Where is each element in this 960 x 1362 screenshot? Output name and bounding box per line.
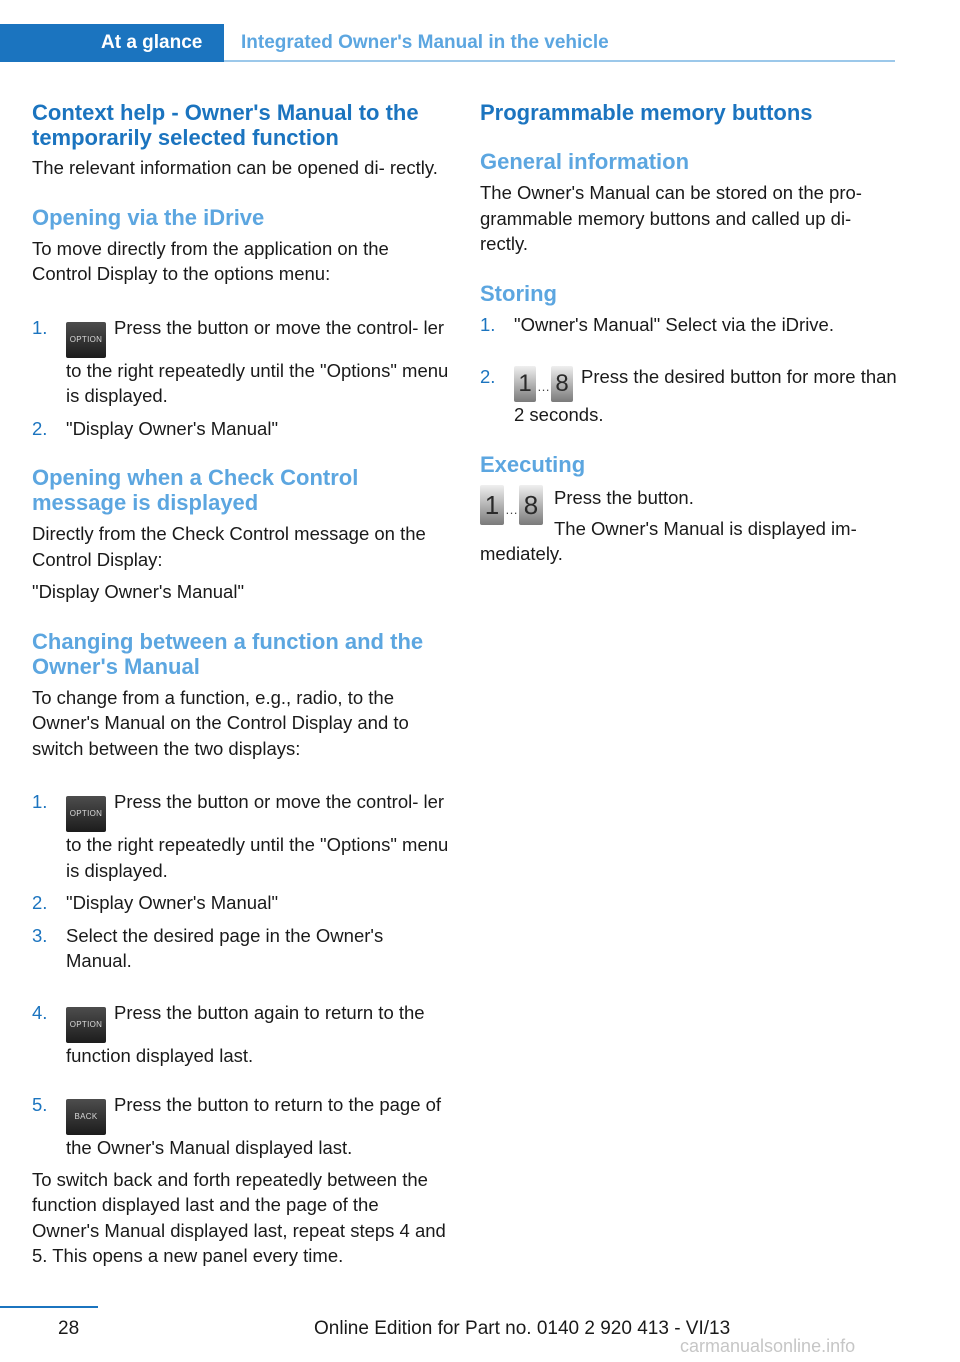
list-item: 2. 1 … 8 Press the desired button for more than 2 seconds.: [480, 366, 897, 425]
general-heading: General information: [480, 149, 690, 174]
section-tab: [0, 24, 224, 62]
storing-heading: Storing: [480, 280, 557, 306]
ellipsis: …: [505, 501, 518, 517]
programmable-heading: Programmable memory buttons: [480, 100, 813, 125]
changing-steps: [32, 789, 450, 1161]
list-item: 2. "Display Owner's Manual": [32, 892, 279, 913]
ellipsis: …: [537, 379, 550, 394]
left-column: [32, 100, 450, 1269]
check-control-action: "Display Owner's Manual": [32, 581, 245, 602]
executing-line-3: mediately.: [480, 542, 563, 564]
footer-divider: [0, 1306, 98, 1308]
executing-heading: Executing: [480, 451, 586, 477]
list-item: 1. OPTIONPress the button or move the control‐ ler to the right repeatedly until the "Options" menu is displayed.: [32, 316, 449, 406]
executing-line-2: The Owner's Manual is displayed im‐: [554, 517, 857, 539]
back-button-icon: BACK: [66, 1099, 106, 1135]
list-item: 1. "Owner's Manual" Select via the iDrive.: [480, 313, 834, 335]
changing-text: To change from a function, e.g., radio, to the Owner's Manual on the Control Display and to switch between the two displays:: [32, 686, 409, 759]
idrive-heading: Opening via the iDrive: [32, 204, 265, 230]
chapter-title: Integrated Owner's Manual in the vehicle: [241, 32, 609, 53]
header-divider: [224, 60, 895, 62]
watermark: carmanualsonline.info: [680, 1336, 856, 1356]
memory-key-8-icon: 8: [519, 485, 543, 525]
edition-note: Online Edition for Part no. 0140 2 920 413 - VI/13: [314, 1318, 731, 1339]
executing-line-1: Press the button.: [554, 486, 694, 508]
list-item: 1. OPTIONPress the button or move the control‐ ler to the right repeatedly until the "Options" menu is displayed.: [32, 791, 449, 881]
page-number: 28: [58, 1318, 80, 1339]
memory-key-1-icon: 1: [480, 485, 504, 525]
check-control-heading: Opening when a Check Control message is displayed: [32, 465, 359, 515]
option-button-icon: OPTION: [66, 1007, 106, 1043]
memory-keys-icon: [480, 485, 543, 525]
right-column: [480, 100, 900, 581]
section-label: At a glance: [101, 32, 203, 53]
idrive-steps: [32, 315, 450, 442]
check-control-text: Directly from the Check Control message on the Control Display:: [32, 523, 426, 570]
list-item: 4. OPTIONPress the button again to return to the function displayed last.: [32, 1001, 425, 1066]
general-text: The Owner's Manual can be stored on the pro‐ grammable memory buttons and called up di‐ rectly.: [480, 182, 862, 254]
page-header: [0, 24, 895, 62]
list-item: 2. "Display Owner's Manual": [32, 417, 279, 439]
context-help-heading: Context help - Owner's Manual to the temporarily selected function: [32, 100, 419, 150]
option-button-icon: OPTION: [66, 322, 106, 358]
storing-steps: [480, 312, 900, 428]
option-button-icon: OPTION: [66, 796, 106, 832]
list-item: 5. BACKPress the button to return to the page of the Owner's Manual displayed last.: [32, 1094, 442, 1158]
closing-text: To switch back and forth repeatedly between the function displayed last and the page of the Owner's Manual displayed last, repeat steps 4 and 5. This opens a new panel every time.: [32, 1168, 446, 1266]
list-item: 3. Select the desired page in the Owner's Manual.: [32, 924, 384, 971]
changing-heading: Changing between a function and the Owner's Manual: [32, 628, 424, 679]
memory-key-1-icon: 1: [514, 366, 536, 402]
idrive-text: To move directly from the application on the Control Display to the options menu:: [32, 237, 389, 284]
memory-key-8-icon: 8: [551, 366, 573, 402]
context-help-text: The relevant information can be opened di‐ rectly.: [32, 157, 438, 178]
executing-block: [480, 485, 900, 581]
